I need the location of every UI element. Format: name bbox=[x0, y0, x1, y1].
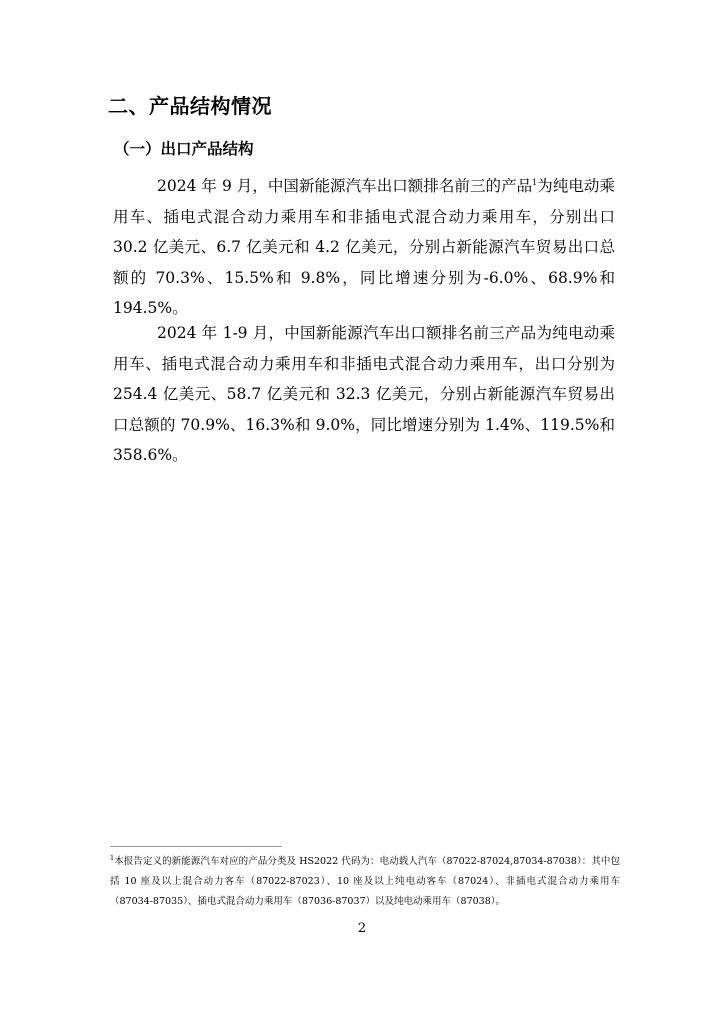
paragraph-september bbox=[113, 171, 615, 324]
page-number: 2 bbox=[357, 921, 367, 936]
paragraph-text: 2024 年 9 月，中国新能源汽车出口额排名前三的产品 bbox=[157, 177, 533, 195]
footnote-divider bbox=[110, 846, 282, 847]
paragraph-january-september: 2024 年 1-9 月，中国新能源汽车出口额排名前三产品为纯电动乘用车、插电式混合动力乘用车和非插电式混合动力乘用车，出口分别为 254.4 亿美元、58.7 亿美元和 32.3 亿美元，分别占新能源汽车贸易出口总额的 70.9%、16.3%和 9.0%，同比增速分别为 1.4%、119.5%和 358.6%。 bbox=[113, 324, 615, 464]
footnote-marker: 1 bbox=[110, 853, 115, 862]
paragraph-text: 为纯电动乘用车、插电式混合动力乘用车和非插电式混合动力乘用车，分别出口 30.2 亿美元、6.7 亿美元和 4.2 亿美元，分别占新能源汽车贸易出口总额的 70.3%、15.5%和 9.8%，同比增速分别为-6.0%、68.9%和 194.5%。 bbox=[113, 177, 615, 317]
footnote-reference[interactable]: 1 bbox=[532, 177, 538, 187]
footnote-text: 本报告定义的新能源汽车对应的产品分类及 HS2022 代码为：电动载人汽车（87022-87024,87034-87038）：其中包括 10 座及以上混合动力客车（87022-87023）、10 座及以上纯电动客车（87024）、非插电式混合动力乘用车（87034-87035）、插电式混合动力乘用车（87036-87037）以及纯电动乘用车（87038）。 bbox=[110, 856, 620, 907]
subsection-heading: （一）出口产品结构 bbox=[114, 140, 254, 158]
footnote bbox=[110, 852, 620, 912]
section-heading: 二、产品结构情况 bbox=[108, 94, 272, 118]
